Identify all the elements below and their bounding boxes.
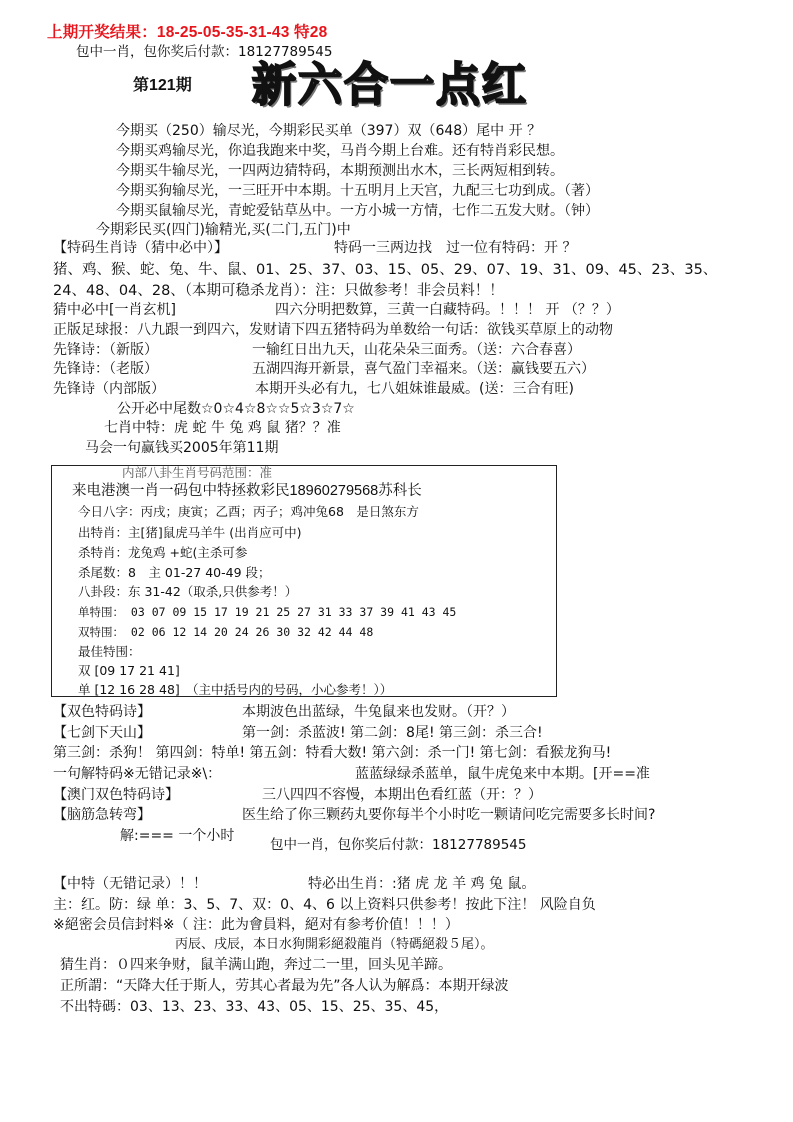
top-ad-line: 包中一肖，包你奖后付款：18127789545 xyxy=(76,44,333,60)
must-hit-left: 猜中必中[一肖玄机] xyxy=(53,302,176,318)
seven-zodiac-line: 七肖中特：虎 蛇 牛 兔 鸡 鼠 猪？？准 xyxy=(104,420,341,436)
not-out-line: 不出特碼：03、13、23、33、43、05、15、25、35、45， xyxy=(60,999,449,1015)
horse-club-line: 马会一句赢钱买2005年第11期 xyxy=(85,440,279,456)
box-row-bazi: 今日八字：丙戌；庚寅；乙酉；丙子；鸡冲兔68 是日煞东方 xyxy=(78,504,419,519)
box-row-best: 最佳特围： xyxy=(78,644,141,659)
solve-line: 正所謂：“天降大任于斯人，劳其心者最为先”各人认为解爲：本期开绿波 xyxy=(60,978,509,994)
pioneer-text-old: 五湖四海开新景，喜气盈门幸福来。（送：赢钱要五六） xyxy=(252,361,595,377)
main-color-line: 主：红。防：绿 单：3、5、7、双：0、4、6 以上资料只供参考！按此下注！ 风险自负 xyxy=(53,897,596,913)
poem1-title: 【特码生肖诗（猜中必中）】 xyxy=(53,240,228,256)
seven-sword-text: 第一剑：杀蓝波! 第二剑：8尾! 第三剑：杀三合! xyxy=(242,725,543,741)
brand-title: 新六合一点红 xyxy=(252,58,528,113)
brain-teaser-text: 医生给了你三颗药丸要你每半个小时吃一颗请问吃完需要多长时间? xyxy=(242,807,656,823)
swords-line: 第三剑：杀狗！ 第四剑：特单! 第五剑：特看大数! 第六剑：杀一门! 第七剑：看猴龙狗马! xyxy=(53,745,612,761)
one-sentence-label: 一句解特码※无错记录※\： xyxy=(53,766,222,782)
pioneer-text-new: 一输红日出九天，山花朵朵三面秀。（送：六合春喜） xyxy=(252,342,581,358)
must-hit-right: 四六分明把数算，三黄一白藏特码。！！！ 开 （？？） xyxy=(275,302,620,318)
numbers-line-1: 猪、鸡、猴、蛇、兔、牛、鼠、01、25、37、03、15、05、29、07、19、31、09、45、23、35、 xyxy=(53,262,718,278)
box-row-even-range: 双特围： 02 06 12 14 20 24 26 30 32 42 44 48 xyxy=(78,625,374,639)
pioneer-label-internal: 先锋诗（内部版） xyxy=(53,381,165,397)
seven-sword-label: 【七剑下天山】 xyxy=(53,725,151,741)
secret-line: ※絕密会员信封料※（ 注：此为會員料，絕对有参考价值！！！） xyxy=(53,917,459,933)
poem1-right: 特码一三两边找 过一位有特码：开 ？ xyxy=(334,240,577,256)
intro-line-3: 今期买牛输尽光，一四两边猜特码，本期预测出水木，三长两短相到转。 xyxy=(116,163,564,179)
riddle-line: 正版足球报：八九跟一到四六，发财请下四五猪特码为单数给一句话：欲钱买草原上的动物 xyxy=(53,322,613,338)
special-label: 【中特（无错记录）！！ xyxy=(53,876,207,892)
box-row-odd-range: 单特围： 03 07 09 15 17 19 21 25 27 31 33 37 39 41 43 45 xyxy=(78,605,457,619)
one-sentence-text: 蓝蓝绿绿杀蓝单，鼠牛虎兔来中本期。[开==准 xyxy=(355,766,650,782)
intro-line-4: 今期买狗输尽光，一三旺开中本期。十五明月上天宫，九配三七功到成。（著） xyxy=(116,183,599,199)
year-line: 丙辰、戌辰，本日水狗開彩絕殺龍肖（特碼絕殺５尾）。 xyxy=(175,937,494,952)
pioneer-text-internal: 本期开头必有九，七八姐妹谁最威。(送：三合有旺) xyxy=(255,381,574,397)
box-row-kill-tail: 杀尾数：8 主 01-27 40-49 段； xyxy=(78,565,271,580)
last-result-line: 上期开奖结果：18-25-05-35-31-43 特28 xyxy=(47,24,328,41)
tail-number-line: 公开必中尾数☆0☆4☆8☆☆5☆3☆7☆ xyxy=(117,401,355,417)
pioneer-label-old: 先锋诗：（老版） xyxy=(53,361,158,377)
box-row-bagua: 八卦段：东 31-42（取杀,只供参考！） xyxy=(78,584,298,599)
macau-label: 【澳门双色特码诗】 xyxy=(53,787,179,803)
box-row-single: 单 [12 16 28 48] （主中括号内的号码，小心参考！）） xyxy=(78,682,393,697)
two-color-label: 【双色特码诗】 xyxy=(53,704,151,720)
box-row-kill-zodiac: 杀特肖：龙兔鸡 +蛇(主杀可参 xyxy=(78,545,248,560)
intro-line-1: 今期买（250）输尽光，今期彩民买单（397）双（648）尾中 开 ？ xyxy=(116,123,542,139)
two-color-text: 本期波色出蓝绿，牛兔鼠来也发财。（开？） xyxy=(242,704,515,720)
brain-teaser-label: 【脑筋急转弯】 xyxy=(53,807,151,823)
issue-number: 第121期 xyxy=(133,77,192,94)
numbers-line-2: 24、48、04、28、（本期可稳杀龙肖）：注：只做参考！非会员料！！ xyxy=(53,283,504,299)
brain-teaser-answer: 解:=== 一个小时 xyxy=(120,828,235,844)
mid-ad-line: 包中一肖，包你奖后付款：18127789545 xyxy=(270,837,527,853)
box-row-double: 双 [09 17 21 41] xyxy=(78,663,180,678)
special-text: 特必出生肖：:猪 虎 龙 羊 鸡 兔 鼠。 xyxy=(308,876,536,892)
intro-line-5: 今期买鼠输尽光，青蛇爱钻草丛中。一方小城一方情，七作二五发大财。（钟） xyxy=(116,203,599,219)
macau-text: 三八四四不容慢，本期出色看红蓝（开：？） xyxy=(262,787,542,803)
box-phone-line: 来电港澳一肖一码包中特拯救彩民18960279568苏科长 xyxy=(72,483,422,499)
box-faint-title: 内部八卦生肖号码范围：准 xyxy=(122,465,273,480)
intro-line-6: 今期彩民买(四门)输精光,买(二门,五门)中 xyxy=(96,222,351,238)
box-row-out-zodiac: 出特肖：主[猪]鼠虎马羊牛 (出肖应可中) xyxy=(78,525,302,540)
guess-zodiac-line: 猜生肖：０四来争财，鼠羊满山跑，奔过二一里，回头见羊蹄。 xyxy=(60,957,452,973)
pioneer-label-new: 先锋诗：（新版） xyxy=(53,342,158,358)
intro-line-2: 今期买鸡输尽光，你追我跑来中奖，马肖今期上台难。还有特肖彩民想。 xyxy=(116,143,564,159)
